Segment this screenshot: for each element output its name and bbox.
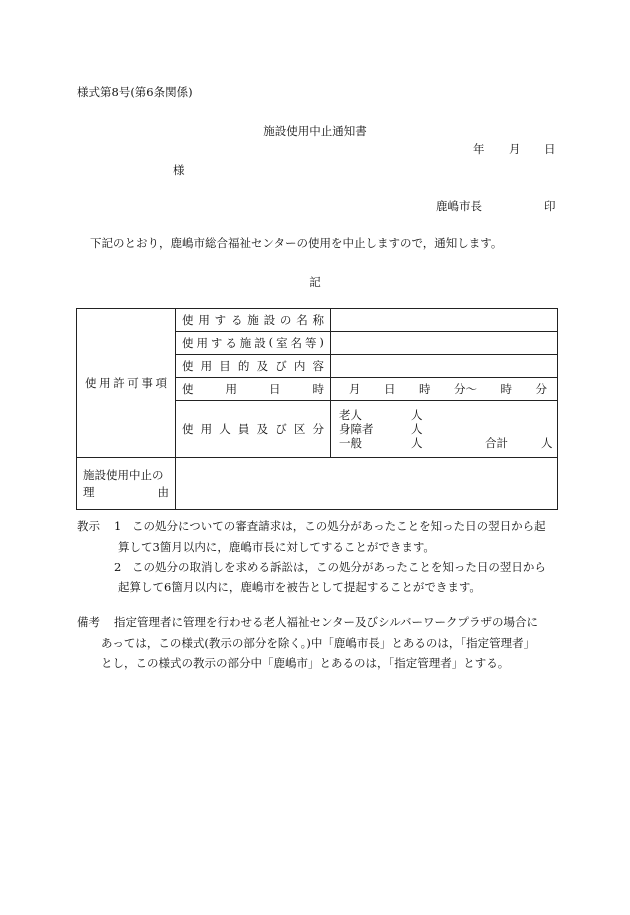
date-month: 月 <box>509 142 521 156</box>
kyoji-label: 教示 <box>77 519 100 533</box>
users-elderly-unit: 人 <box>411 408 423 422</box>
room-name-label: 使 用 す る 施 設 ( 室 名 等 ) <box>182 335 324 350</box>
permit-table <box>76 308 558 510</box>
users-label: 使 用 人 員 及 び 区 分 <box>182 422 324 436</box>
users-elderly: 老人 <box>339 408 362 422</box>
biko-label: 備考 <box>77 615 100 629</box>
users-value[interactable] <box>331 401 558 458</box>
reason-label-line2: 理 由 <box>83 484 169 499</box>
users-label-cell <box>176 401 331 458</box>
users-total-unit: 人 <box>541 436 553 450</box>
biko-line3: とし，この様式の教示の部分中「鹿嶋市」とあるのは，「指定管理者」とする。 <box>101 656 510 670</box>
purpose-label: 使 用 目 的 及 び 内 容 <box>182 359 324 373</box>
biko-line2: あっては，この様式(教示の部分を除く。)中「鹿嶋市長」とあるのは，「指定管理者」 <box>101 636 536 650</box>
dt-hour-end: 時 <box>500 382 512 396</box>
users-general-unit: 人 <box>411 436 423 450</box>
reason-label-line1: 施設使用中止の <box>83 467 164 482</box>
kyoji-item1-num: 1 <box>114 519 122 533</box>
date-day: 日 <box>544 142 556 156</box>
seal-mark: 印 <box>544 199 556 213</box>
dt-minute-end: 分 <box>535 382 547 396</box>
addressee-suffix: 様 <box>173 163 185 177</box>
users-total-label: 合計 <box>485 436 508 450</box>
datetime-label-cell <box>176 378 331 401</box>
users-general: 一般 <box>339 436 362 450</box>
kyoji-item2-line1: この処分の取消しを求める訴訟は，この処分があったことを知った日の翌日から <box>132 560 546 574</box>
dt-month: 月 <box>349 382 361 396</box>
facility-name-value[interactable] <box>331 309 558 332</box>
facility-name-label: 使 用 す る 施 設 の 名 称 <box>182 313 324 327</box>
facility-name-label-cell <box>176 309 331 332</box>
kyoji-item1-line2: 算して3箇月以内に，鹿嶋市長に対してすることができます。 <box>118 540 435 554</box>
room-name-value[interactable] <box>331 332 558 355</box>
date-year: 年 <box>473 142 485 156</box>
room-name-label-cell <box>176 332 331 355</box>
reason-value[interactable] <box>176 458 558 510</box>
document-title: 施設使用中止通知書 <box>263 124 367 138</box>
datetime-label: 使 用 日 時 <box>182 382 324 396</box>
biko-line1: 指定管理者に管理を行わせる老人福祉センター及びシルバーワークプラザの場合に <box>114 615 538 629</box>
purpose-value[interactable] <box>331 355 558 378</box>
sender-name: 鹿嶋市長 <box>436 199 482 213</box>
datetime-value[interactable] <box>331 378 558 401</box>
users-disabled-unit: 人 <box>411 422 423 436</box>
users-disabled: 身障者 <box>339 422 374 436</box>
kyoji-item2-line2: 起算して6箇月以内に，鹿嶋市を被告として提起することができます。 <box>118 580 481 594</box>
section-label: 使 用 許 可 事 項 <box>85 376 167 390</box>
ki-label: 記 <box>309 275 321 289</box>
form-number: 様式第8号(第6条関係) <box>77 85 193 99</box>
kyoji-item2-num: 2 <box>114 560 122 574</box>
dt-minute-start: 分〜 <box>454 382 477 396</box>
intro-text: 下記のとおり，鹿嶋市総合福祉センターの使用を中止しますので，通知します。 <box>90 236 503 250</box>
purpose-label-cell <box>176 355 331 378</box>
dt-day: 日 <box>384 382 396 396</box>
reason-label-cell <box>77 458 176 510</box>
kyoji-item1-line1: この処分についての審査請求は，この処分があったことを知った日の翌日から起 <box>132 519 546 533</box>
dt-hour-start: 時 <box>419 382 431 396</box>
section-label-cell <box>77 309 176 458</box>
